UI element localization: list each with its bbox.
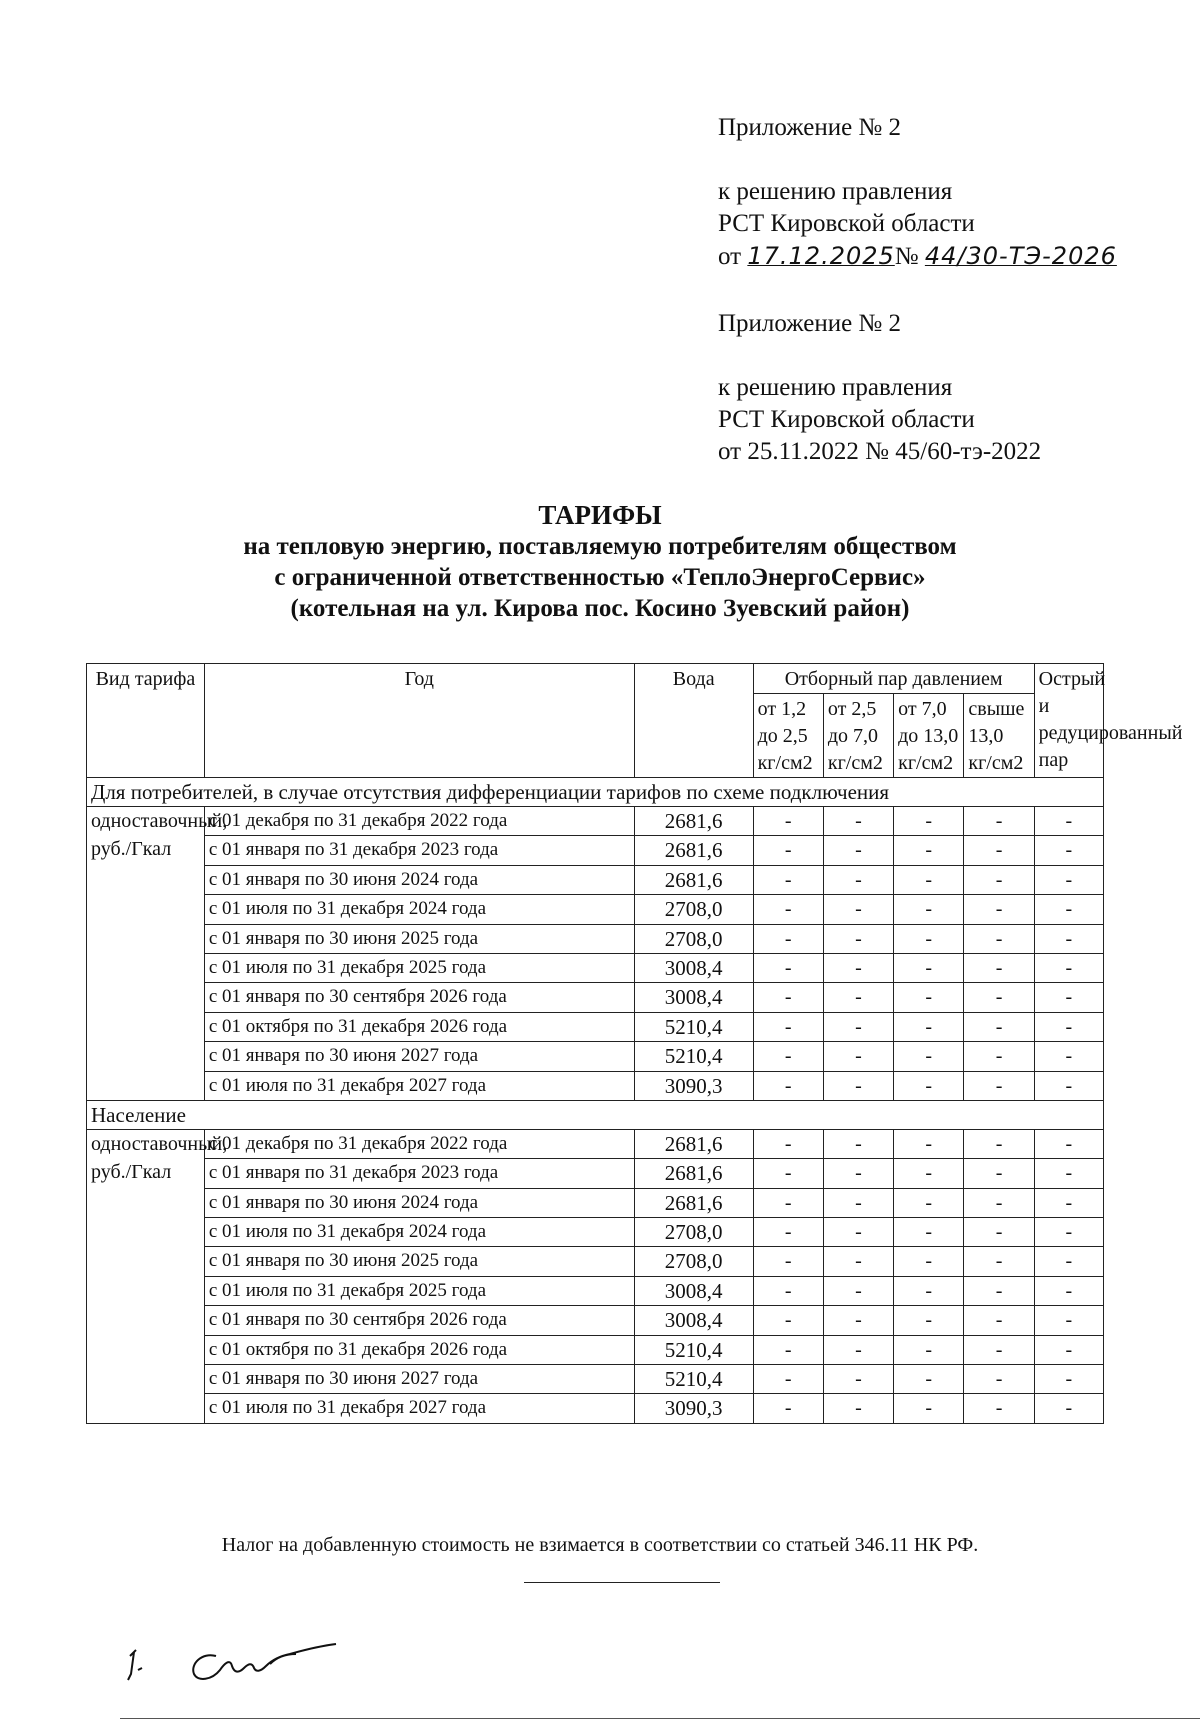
- table-row: [87, 953, 1104, 982]
- section-general: [87, 778, 1104, 1101]
- period-cell: с 01 января по 30 июня 2027 года: [204, 1365, 634, 1394]
- appendix-new-prefix: от: [718, 243, 742, 270]
- table-row: [87, 1394, 1104, 1423]
- heading-line2: с ограниченной ответственностью «ТеплоЭнергоСервис»: [274, 564, 926, 591]
- ostr-cell: -: [1034, 895, 1103, 924]
- water-cell: 2708,0: [634, 924, 753, 953]
- p1-cell: -: [753, 807, 823, 836]
- p3-cell: -: [894, 1365, 964, 1394]
- period-cell: с 01 октября по 31 декабря 2026 года: [204, 1335, 634, 1364]
- water-cell: 2708,0: [634, 895, 753, 924]
- p4-cell: -: [964, 895, 1034, 924]
- ostr-cell: -: [1034, 1394, 1103, 1423]
- ostr-cell: -: [1034, 1247, 1103, 1276]
- ostr-cell: -: [1034, 924, 1103, 953]
- ostr-cell: -: [1034, 1071, 1103, 1100]
- p1-cell: -: [753, 983, 823, 1012]
- p2-cell: -: [823, 1012, 893, 1041]
- p1-cell: -: [753, 1394, 823, 1423]
- table-row: [87, 1276, 1104, 1305]
- water-cell: 5210,4: [634, 1012, 753, 1041]
- section-population: [87, 1100, 1104, 1423]
- p1-cell: -: [753, 1129, 823, 1158]
- p4-cell: -: [964, 1071, 1034, 1100]
- water-cell: 3008,4: [634, 953, 753, 982]
- document-title: ТАРИФЫ: [538, 500, 662, 530]
- p3-cell: -: [894, 924, 964, 953]
- p2-cell: -: [823, 1218, 893, 1247]
- p4-cell: -: [964, 1012, 1034, 1041]
- p3-cell: -: [894, 953, 964, 982]
- table-row: [87, 983, 1104, 1012]
- p3-cell: -: [894, 1159, 964, 1188]
- p3-cell: -: [894, 1306, 964, 1335]
- p3-cell: -: [894, 1129, 964, 1158]
- p3-cell: -: [894, 807, 964, 836]
- p2-cell: -: [823, 1159, 893, 1188]
- appendix-new: [718, 112, 1117, 273]
- header-water: Вода: [634, 664, 753, 778]
- heading-line1: на тепловую энергию, поставляемую потребителям обществом: [243, 533, 957, 560]
- water-cell: 2708,0: [634, 1218, 753, 1247]
- p4-cell: -: [964, 1218, 1034, 1247]
- p1-cell: -: [753, 1276, 823, 1305]
- p4-cell: -: [964, 865, 1034, 894]
- table-row: [87, 924, 1104, 953]
- header-steam: Отборный пар давлением: [753, 664, 1034, 694]
- p2-cell: -: [823, 895, 893, 924]
- ostr-cell: -: [1034, 1365, 1103, 1394]
- ostr-cell: -: [1034, 1129, 1103, 1158]
- p1-cell: -: [753, 1335, 823, 1364]
- ostr-cell: -: [1034, 1159, 1103, 1188]
- water-cell: 3008,4: [634, 983, 753, 1012]
- water-cell: 2681,6: [634, 1129, 753, 1158]
- period-cell: с 01 января по 30 сентября 2026 года: [204, 1306, 634, 1335]
- appendix-new-line1: к решению правления: [718, 178, 953, 205]
- water-cell: 2681,6: [634, 1159, 753, 1188]
- p2-cell: -: [823, 924, 893, 953]
- p3-cell: -: [894, 1394, 964, 1423]
- period-cell: с 01 января по 30 июня 2025 года: [204, 924, 634, 953]
- p2-cell: -: [823, 807, 893, 836]
- period-cell: с 01 января по 30 сентября 2026 года: [204, 983, 634, 1012]
- period-cell: с 01 октября по 31 декабря 2026 года: [204, 1012, 634, 1041]
- document-heading: [0, 500, 1200, 624]
- p1-cell: -: [753, 865, 823, 894]
- ostr-cell: -: [1034, 983, 1103, 1012]
- p3-cell: -: [894, 865, 964, 894]
- p4-cell: -: [964, 807, 1034, 836]
- p3-cell: -: [894, 1335, 964, 1364]
- p4-cell: -: [964, 836, 1034, 865]
- number-sign: №: [894, 243, 919, 270]
- p4-cell: -: [964, 1276, 1034, 1305]
- p3-cell: -: [894, 1276, 964, 1305]
- period-cell: с 01 января по 30 июня 2027 года: [204, 1042, 634, 1071]
- table-row: [87, 1335, 1104, 1364]
- p3-cell: -: [894, 1042, 964, 1071]
- appendix-old: [718, 308, 1041, 468]
- period-cell: с 01 июля по 31 декабря 2027 года: [204, 1394, 634, 1423]
- table-row: [87, 1071, 1104, 1100]
- ostr-cell: -: [1034, 1335, 1103, 1364]
- table-row: [87, 895, 1104, 924]
- table-row: [87, 1012, 1104, 1041]
- water-cell: 5210,4: [634, 1335, 753, 1364]
- p4-cell: -: [964, 1394, 1034, 1423]
- p1-cell: -: [753, 1042, 823, 1071]
- appendix-old-title: Приложение № 2: [718, 310, 902, 337]
- p1-cell: -: [753, 1188, 823, 1217]
- header-year: Год: [204, 664, 634, 778]
- table-row: [87, 1129, 1104, 1158]
- p1-cell: -: [753, 836, 823, 865]
- ostr-cell: -: [1034, 865, 1103, 894]
- p4-cell: -: [964, 1188, 1034, 1217]
- table-row: [87, 1247, 1104, 1276]
- period-cell: с 01 января по 31 декабря 2023 года: [204, 836, 634, 865]
- section-general-title: Для потребителей, в случае отсутствия дифференциации тарифов по схеме подключения: [87, 778, 1104, 807]
- appendix-new-line3: [718, 240, 1117, 273]
- handwritten-date: 17.12.2025: [747, 242, 895, 270]
- p2-cell: -: [823, 1042, 893, 1071]
- p4-cell: -: [964, 1129, 1034, 1158]
- ostr-cell: -: [1034, 1218, 1103, 1247]
- p2-cell: -: [823, 953, 893, 982]
- p1-cell: -: [753, 1218, 823, 1247]
- tariff-type-cell: одноставочный, руб./Гкал: [87, 807, 205, 1101]
- header-p4: свыше 13,0 кг/см2: [964, 694, 1034, 778]
- p4-cell: -: [964, 1042, 1034, 1071]
- p4-cell: -: [964, 1159, 1034, 1188]
- p1-cell: -: [753, 1306, 823, 1335]
- water-cell: 2681,6: [634, 865, 753, 894]
- header-vid: Вид тарифа: [87, 664, 205, 778]
- p2-cell: -: [823, 1188, 893, 1217]
- p3-cell: -: [894, 895, 964, 924]
- period-cell: с 01 января по 30 июня 2024 года: [204, 1188, 634, 1217]
- period-cell: с 01 января по 30 июня 2025 года: [204, 1247, 634, 1276]
- water-cell: 2681,6: [634, 1188, 753, 1217]
- p1-cell: -: [753, 895, 823, 924]
- period-cell: с 01 января по 30 июня 2024 года: [204, 865, 634, 894]
- handwritten-number: 44/30-ТЭ-2026: [924, 242, 1117, 270]
- p4-cell: -: [964, 983, 1034, 1012]
- period-cell: с 01 января по 31 декабря 2023 года: [204, 1159, 634, 1188]
- p4-cell: -: [964, 1306, 1034, 1335]
- table-row: [87, 1042, 1104, 1071]
- p2-cell: -: [823, 1306, 893, 1335]
- header-p2: от 2,5 до 7,0 кг/см2: [823, 694, 893, 778]
- water-cell: 3008,4: [634, 1306, 753, 1335]
- ostr-cell: -: [1034, 953, 1103, 982]
- water-cell: 5210,4: [634, 1042, 753, 1071]
- p3-cell: -: [894, 1188, 964, 1217]
- water-cell: 2681,6: [634, 836, 753, 865]
- appendix-old-line2: РСТ Кировской области: [718, 406, 975, 433]
- table-row: [87, 1159, 1104, 1188]
- table-row: [87, 807, 1104, 836]
- p2-cell: -: [823, 865, 893, 894]
- appendix-old-line3: от 25.11.2022 № 45/60-тэ-2022: [718, 438, 1042, 465]
- period-cell: с 01 декабря по 31 декабря 2022 года: [204, 807, 634, 836]
- ostr-cell: -: [1034, 1276, 1103, 1305]
- divider: [524, 1582, 720, 1583]
- p2-cell: -: [823, 1365, 893, 1394]
- table-row: [87, 1218, 1104, 1247]
- ostr-cell: -: [1034, 1012, 1103, 1041]
- p1-cell: -: [753, 1071, 823, 1100]
- period-cell: с 01 июля по 31 декабря 2025 года: [204, 953, 634, 982]
- water-cell: 3090,3: [634, 1071, 753, 1100]
- tariff-type-cell: одноставочный, руб./Гкал: [87, 1129, 205, 1423]
- appendix-new-line2: РСТ Кировской области: [718, 210, 975, 237]
- p1-cell: -: [753, 1012, 823, 1041]
- p2-cell: -: [823, 983, 893, 1012]
- p4-cell: -: [964, 1335, 1034, 1364]
- water-cell: 3090,3: [634, 1394, 753, 1423]
- p3-cell: -: [894, 1071, 964, 1100]
- water-cell: 2681,6: [634, 807, 753, 836]
- p3-cell: -: [894, 983, 964, 1012]
- header-p1: от 1,2 до 2,5 кг/см2: [753, 694, 823, 778]
- p4-cell: -: [964, 924, 1034, 953]
- ostr-cell: -: [1034, 836, 1103, 865]
- p2-cell: -: [823, 1335, 893, 1364]
- p2-cell: -: [823, 1129, 893, 1158]
- period-cell: с 01 июля по 31 декабря 2024 года: [204, 1218, 634, 1247]
- period-cell: с 01 июля по 31 декабря 2024 года: [204, 895, 634, 924]
- p2-cell: -: [823, 836, 893, 865]
- p1-cell: -: [753, 1247, 823, 1276]
- bottom-edge-line: [120, 1718, 1200, 1719]
- p1-cell: -: [753, 1365, 823, 1394]
- ostr-cell: -: [1034, 1188, 1103, 1217]
- table-row: [87, 836, 1104, 865]
- signature-image: [120, 1616, 370, 1696]
- table-row: [87, 1306, 1104, 1335]
- ostr-cell: -: [1034, 807, 1103, 836]
- water-cell: 2708,0: [634, 1247, 753, 1276]
- p2-cell: -: [823, 1071, 893, 1100]
- p1-cell: -: [753, 924, 823, 953]
- appendix-old-line1: к решению правления: [718, 374, 953, 401]
- period-cell: с 01 июля по 31 декабря 2025 года: [204, 1276, 634, 1305]
- water-cell: 5210,4: [634, 1365, 753, 1394]
- table-row: [87, 1188, 1104, 1217]
- p4-cell: -: [964, 1365, 1034, 1394]
- period-cell: с 01 июля по 31 декабря 2027 года: [204, 1071, 634, 1100]
- vat-footnote: Налог на добавленную стоимость не взимается в соответствии со статьей 346.11 НК РФ.: [221, 1534, 979, 1556]
- p1-cell: -: [753, 1159, 823, 1188]
- p2-cell: -: [823, 1394, 893, 1423]
- p3-cell: -: [894, 836, 964, 865]
- tariff-table: [86, 663, 1183, 1424]
- p3-cell: -: [894, 1247, 964, 1276]
- table-row: [87, 865, 1104, 894]
- header-p3: от 7,0 до 13,0 кг/см2: [894, 694, 964, 778]
- water-cell: 3008,4: [634, 1276, 753, 1305]
- p4-cell: -: [964, 953, 1034, 982]
- header-ostr: Острый и редуцированный пар: [1034, 664, 1103, 778]
- p3-cell: -: [894, 1218, 964, 1247]
- ostr-cell: -: [1034, 1042, 1103, 1071]
- p3-cell: -: [894, 1012, 964, 1041]
- p1-cell: -: [753, 953, 823, 982]
- p4-cell: -: [964, 1247, 1034, 1276]
- period-cell: с 01 декабря по 31 декабря 2022 года: [204, 1129, 634, 1158]
- ostr-cell: -: [1034, 1306, 1103, 1335]
- heading-line3: (котельная на ул. Кирова пос. Косино Зуевский район): [290, 595, 910, 622]
- appendix-new-title: Приложение № 2: [718, 114, 902, 141]
- p2-cell: -: [823, 1247, 893, 1276]
- section-population-title: Население: [87, 1100, 1104, 1129]
- p2-cell: -: [823, 1276, 893, 1305]
- table-row: [87, 1365, 1104, 1394]
